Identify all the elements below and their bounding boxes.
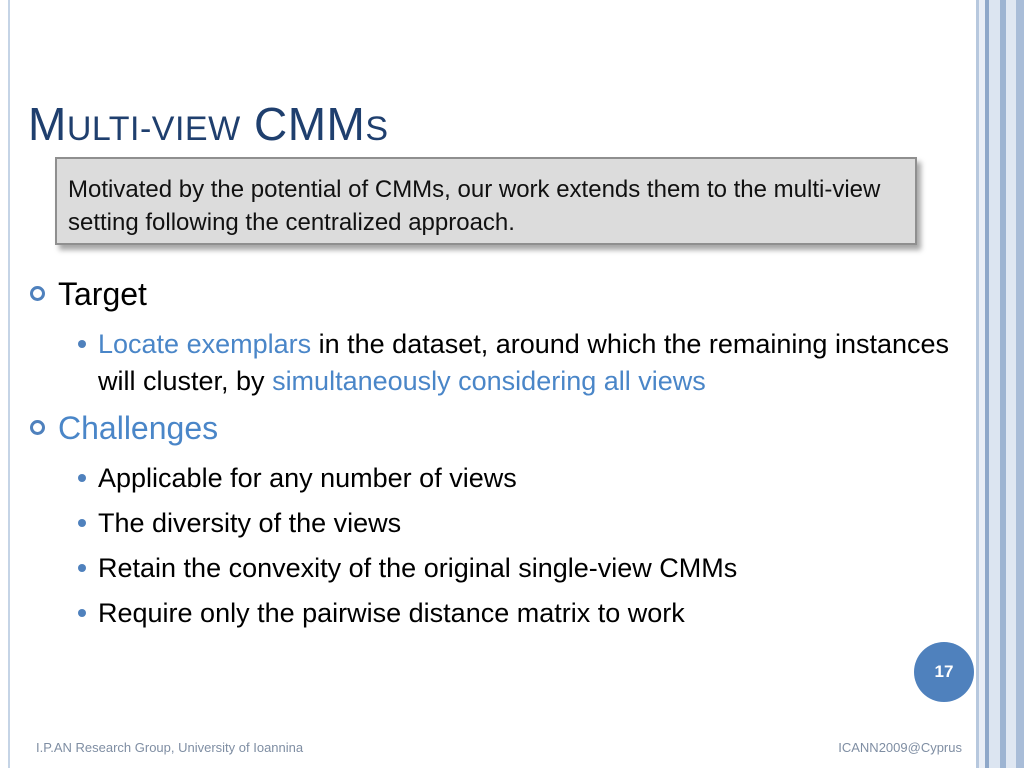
footer-left-text: I.P.AN Research Group, University of Ioannina xyxy=(36,740,304,755)
right-decorative-stripes xyxy=(976,0,1024,768)
ring-bullet-icon xyxy=(30,286,45,301)
ring-bullet-icon xyxy=(30,420,45,435)
dot-bullet-icon xyxy=(78,519,86,527)
challenge-text: The diversity of the views xyxy=(98,508,402,538)
challenge-text: Require only the pairwise distance matrix to work xyxy=(98,598,685,628)
dot-bullet-icon xyxy=(78,340,86,348)
challenge-item xyxy=(28,595,958,632)
dot-bullet-icon xyxy=(78,474,86,482)
target-accent-2: simultaneously considering all views xyxy=(272,366,706,396)
target-heading: Target xyxy=(58,276,147,312)
target-accent-1: Locate exemplars xyxy=(98,329,312,359)
challenge-item xyxy=(28,505,958,542)
page-number-badge: 17 xyxy=(914,642,974,702)
challenge-item xyxy=(28,550,958,587)
challenges-heading: Challenges xyxy=(58,410,219,446)
slide-body xyxy=(28,274,958,640)
challenge-text: Applicable for any number of views xyxy=(98,463,517,493)
dot-bullet-icon xyxy=(78,564,86,572)
bullet-target xyxy=(28,274,958,314)
callout-text: Motivated by the potential of CMMs, our work extends them to the multi-view setting following the centralized approach. xyxy=(68,176,881,236)
left-frame-line xyxy=(8,0,10,768)
target-detail xyxy=(28,326,958,400)
footer-right-text: ICANN2009@Cyprus xyxy=(838,740,962,755)
challenge-item xyxy=(28,460,958,497)
bullet-challenges xyxy=(28,408,958,448)
challenge-text: Retain the convexity of the original single-view CMMs xyxy=(98,553,738,583)
callout-box xyxy=(55,157,917,245)
target-plain: in the dataset, around which the remaining instances will cluster, by xyxy=(98,329,950,396)
dot-bullet-icon xyxy=(78,609,86,617)
slide-title: MULTI-VIEW CMMS xyxy=(28,98,389,150)
